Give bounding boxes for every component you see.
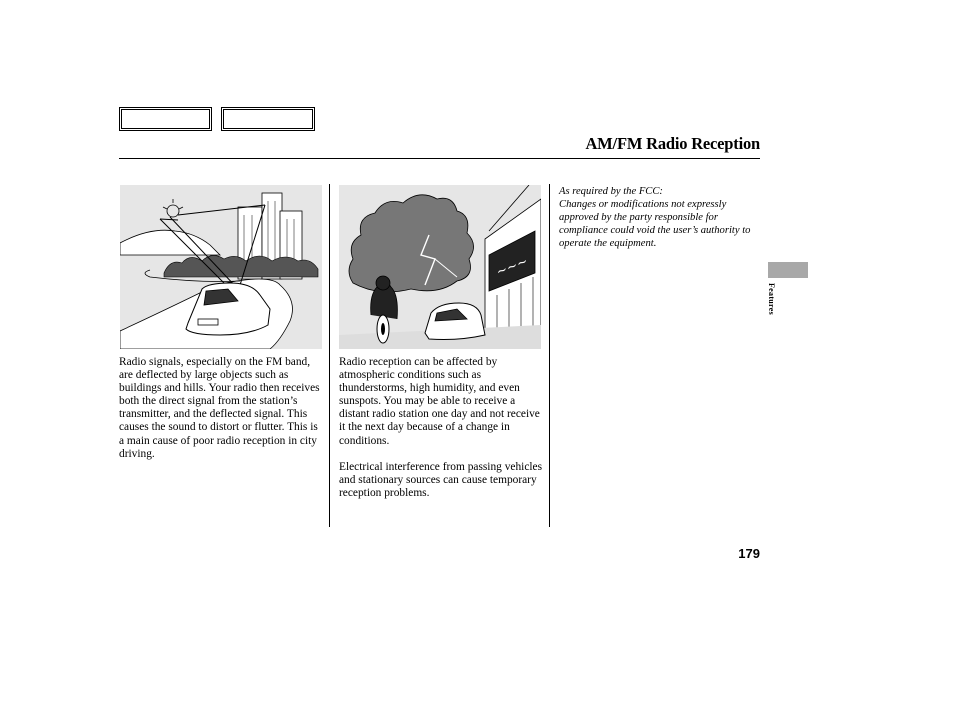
nav-box-previous[interactable]	[119, 107, 212, 131]
deflection-paragraph: Radio signals, especially on the FM band, are deflected by large objects such as buildings and hills. Your radio then receives both the direct signal from the station’s transmitter, and the deflected signal. This causes the sound to distort or flutter. This is a main cause of poor radio reception in city driving.	[119, 356, 320, 460]
signal-deflection-illustration	[120, 185, 322, 349]
fcc-note-text: Changes or modifications not expressly approved by the party responsible for compliance could void the user’s authority to operate the equipment.	[559, 199, 751, 249]
title-rule	[119, 158, 760, 159]
svg-text:~~~: ~~~	[494, 254, 531, 281]
fcc-note	[559, 185, 761, 250]
atmospheric-interference-illustration	[339, 185, 541, 349]
page-number: 179	[738, 546, 760, 561]
column-divider-2	[549, 184, 550, 527]
fcc-note-heading: As required by the FCC:	[559, 186, 663, 197]
city-car-illustration	[120, 185, 322, 349]
section-label: Features	[767, 283, 776, 316]
atmospheric-paragraph: Radio reception can be affected by atmospheric conditions such as thunderstorms, high humidity, and even sunspots. You may be able to receive a distant radio station one day and not receive it the next day because of a change in conditions.	[339, 356, 540, 447]
nav-box-next[interactable]	[221, 107, 315, 131]
interference-paragraph: Electrical interference from passing vehicles and stationary sources can cause temporary reception problems.	[339, 461, 543, 500]
page-title: AM/FM Radio Reception	[585, 134, 760, 153]
section-tab	[768, 262, 808, 278]
storm-street-illustration	[339, 185, 541, 349]
column-divider-1	[329, 184, 330, 527]
